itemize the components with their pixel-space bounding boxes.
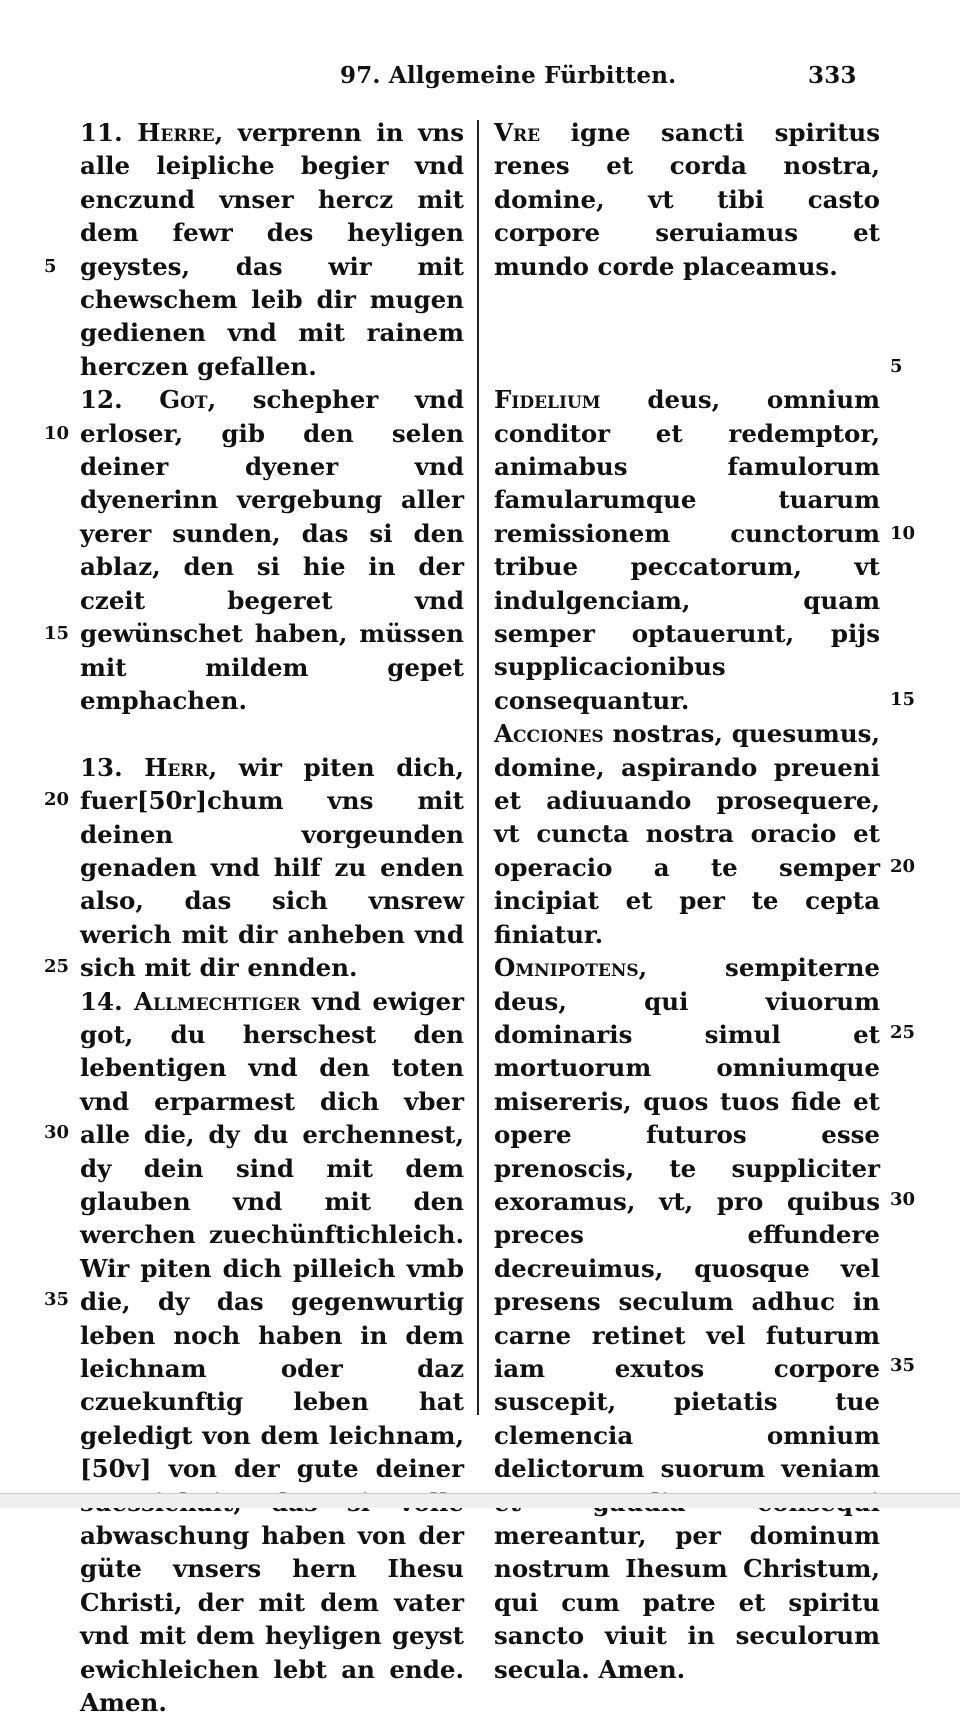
line-number: 25 — [44, 956, 70, 977]
line-number: 15 — [890, 689, 916, 710]
oratio-text: igne sancti spiritus renes et corda nostra, domine, vt tibi casto corpore seruiamus et mundo corde placeamus. — [494, 118, 881, 281]
line-number: 25 — [890, 1022, 916, 1043]
line-number: 10 — [44, 423, 70, 444]
line-number: 5 — [44, 256, 57, 277]
prayer-number: 14. — [80, 986, 123, 1016]
line-number: 30 — [44, 1122, 70, 1143]
oratio-3 — [494, 717, 880, 951]
prayer-text: verprenn in vns alle leipliche begier vnd enczund vnser hercz mit dem fewr des heyligen geystes, das wir mit chewschem leib dir mugen gedienen vnd mit rainem herczen gefallen. — [80, 118, 464, 381]
prayer-text: schepher vnd erloser, gib den selen deiner dyener vnd dyenerinn vergebung aller yerer sunden, das si den ablaz, den si hie in der czeit begeret vnd gewünschet haben, müssen mit mildem gepet emphachen. — [80, 385, 465, 715]
line-number: 35 — [890, 1355, 916, 1376]
prayer-number: 13. — [80, 752, 123, 782]
line-number: 15 — [44, 623, 70, 644]
oratio-incipit: Vre — [494, 118, 541, 147]
oratio-1 — [494, 116, 880, 283]
oratio-incipit: Omnipotens, — [494, 953, 648, 983]
prayer-incipit: Allmechtiger — [133, 986, 301, 1016]
prayer-number: 12. — [80, 385, 123, 415]
line-number: 5 — [890, 356, 903, 377]
page-number: 333 — [808, 62, 857, 89]
oratio-incipit: Fidelium — [494, 385, 601, 415]
prayer-number: 11. — [80, 118, 123, 147]
prayer-12 — [80, 383, 464, 717]
oratio-2 — [494, 383, 880, 717]
prayer-text: vnd ewiger got, du herschest den lebentigen vnd den toten vnd erparmest dich vber alle die, dy du erchennest, dy dein sind mit dem glauben vnd mit den werchen zuechünftichleich. Wir piten dich pilleich vmb die, dy das gegenwurtig leben noch haben in dem leichnam oder daz czuekunftig leben hat geledigt von dem leichnam, [50v] von der gute deiner abwaschung haben von der güte vnsers hern Ihesu Christi, der mit dem vater vnd mit dem heyligen geyst ewichleichen lebt an ende. Amen. — [80, 986, 464, 1718]
prayer-incipit: Herre, — [137, 118, 224, 147]
oratio-text: sempiterne deus, qui viuorum dominaris simul et mortuorum omniumque misereris, quos tuos fide et opere futuros esse prenoscis, te suppliciter exoramus, vt, pro quibus preces effundere decreuimus, quosque vel presens seculum adhuc in carne retinet vel futurum iam exutos corpore suscepit, pietatis tue clemencia omnium delictorum suorum veniam mereantur, per dominum nostrum Ihesum Christum, qui cum patre et spiritu sancto viuit in seculorum secula. Amen. — [494, 953, 880, 1684]
prayer-incipit: Herr, — [144, 752, 218, 782]
latin-column — [494, 116, 880, 1686]
column-divider — [477, 120, 479, 1415]
german-column — [80, 116, 464, 1719]
prayer-11 — [80, 116, 464, 383]
oratio-4 — [494, 951, 880, 1686]
oratio-incipit: Acciones — [494, 719, 604, 749]
prayer-incipit: Got, — [159, 385, 217, 415]
running-header-title: 97. Allgemeine Fürbitten. — [340, 62, 677, 89]
line-number: 35 — [44, 1289, 70, 1310]
prayer-text: wir piten dich, fuer[50r]chum vns mit deinen vorgeunden genaden vnd hilf zu enden also, das sich vnsrew werich mit dir anheben vnd sich mit dir ennden. — [80, 752, 464, 983]
scan-bottom-edge — [0, 1493, 960, 1508]
line-number: 10 — [890, 523, 916, 544]
line-number: 20 — [44, 789, 70, 810]
prayer-13 — [80, 751, 464, 985]
oratio-text: nostras, quesumus, domine, aspirando preueni et adiuuando prosequere, vt cuncta nostra oracio et operacio a te semper incipiat et per te cepta finiatur. — [494, 719, 880, 949]
prayer-14 — [80, 985, 464, 1719]
line-number: 20 — [890, 856, 916, 877]
oratio-text: deus, omnium conditor et redemptor, animabus famulorum famularumque tuarum remissionem cunctorum tribue peccatorum, vt indulgenciam, quam semper optauerunt, pijs supplicacionibus consequantur. — [494, 385, 880, 715]
line-number: 30 — [890, 1189, 916, 1210]
